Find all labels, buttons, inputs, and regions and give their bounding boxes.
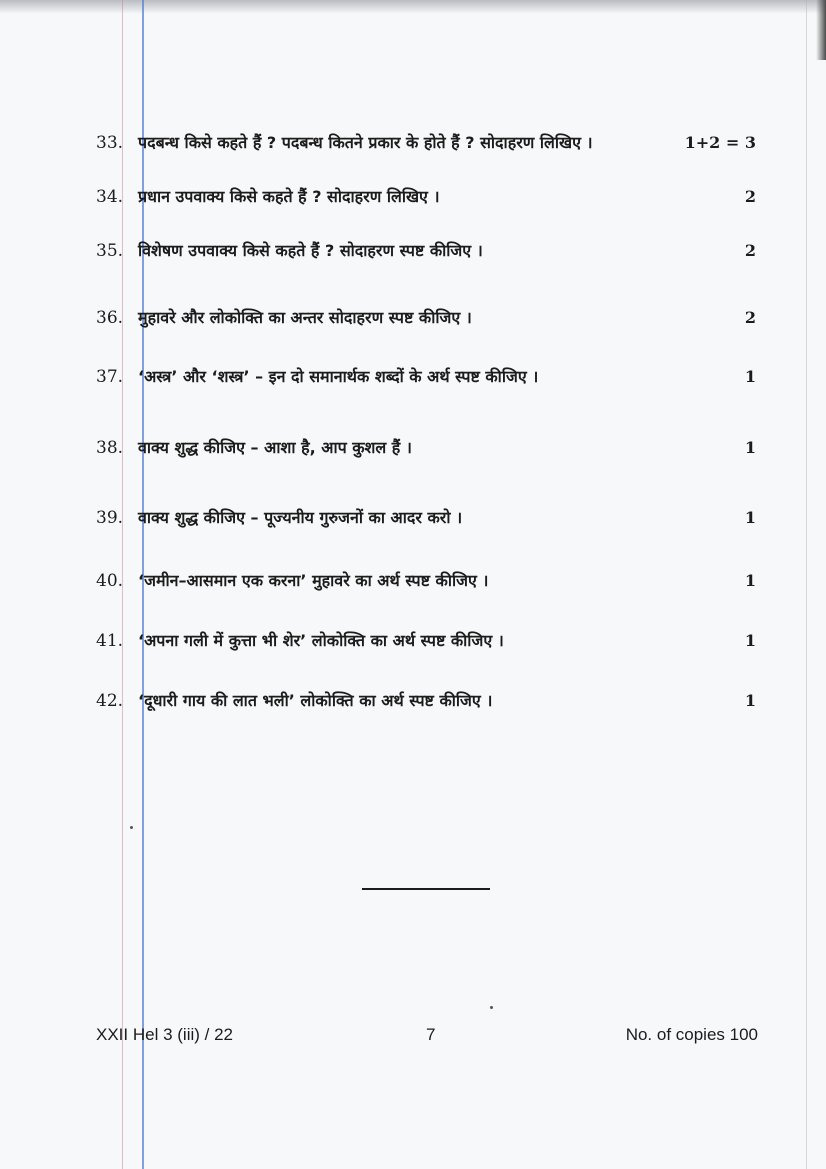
question-marks: 1 bbox=[744, 508, 756, 527]
question-marks: 1 bbox=[744, 367, 756, 386]
question-number: 39. bbox=[96, 508, 124, 528]
question-35 bbox=[0, 236, 826, 266]
question-number: 42. bbox=[96, 691, 124, 711]
question-marks: 2 bbox=[744, 308, 756, 327]
scan-speck bbox=[490, 1006, 493, 1009]
question-text: ‘दूधारी गाय की लात भली’ लोकोक्ति का अर्थ स्पष्ट कीजिए । bbox=[138, 691, 493, 710]
question-text: ‘जमीन–आसमान एक करना’ मुहावरे का अर्थ स्पष्ट कीजिए । bbox=[138, 571, 489, 590]
scan-edge-corner bbox=[816, 0, 826, 60]
question-41 bbox=[0, 626, 826, 656]
question-text: मुहावरे और लोकोक्ति का अन्तर सोदाहरण स्पष्ट कीजिए । bbox=[138, 308, 472, 327]
question-text: पदबन्ध किसे कहते हैं ? पदबन्ध कितने प्रकार के होते हैं ? सोदाहरण लिखिए । bbox=[138, 133, 593, 152]
question-marks: 1 bbox=[744, 438, 756, 457]
question-marks: 1 bbox=[744, 691, 756, 710]
question-text: ‘अस्त्र’ और ‘शस्त्र’ – इन दो समानार्थक शब्दों के अर्थ स्पष्ट कीजिए । bbox=[138, 367, 539, 386]
question-number: 35. bbox=[96, 241, 124, 261]
scan-speck bbox=[130, 826, 133, 829]
question-number: 37. bbox=[96, 367, 124, 387]
question-39 bbox=[0, 503, 826, 533]
question-number: 33. bbox=[96, 133, 124, 153]
question-marks: 1 bbox=[744, 631, 756, 650]
question-marks: 2 bbox=[744, 241, 756, 260]
question-text: वाक्य शुद्ध कीजिए – आशा है, आप कुशल हैं । bbox=[138, 438, 412, 457]
question-marks: 2 bbox=[744, 187, 756, 206]
question-38 bbox=[0, 433, 826, 463]
question-number: 38. bbox=[96, 438, 124, 458]
question-text: प्रधान उपवाक्य किसे कहते हैं ? सोदाहरण लिखिए । bbox=[138, 187, 440, 206]
question-marks: 1+2 = 3 bbox=[684, 133, 756, 152]
question-text: वाक्य शुद्ध कीजिए – पूज्यनीय गुरुजनों का आदर करो । bbox=[138, 508, 463, 527]
question-33 bbox=[0, 128, 826, 158]
question-36 bbox=[0, 303, 826, 333]
question-42 bbox=[0, 686, 826, 716]
scan-edge-top bbox=[0, 0, 826, 14]
question-number: 41. bbox=[96, 631, 124, 651]
end-of-paper-rule bbox=[362, 888, 490, 890]
question-text: विशेषण उपवाक्य किसे कहते हैं ? सोदाहरण स्पष्ट कीजिए । bbox=[138, 241, 483, 260]
question-37 bbox=[0, 362, 826, 392]
question-34 bbox=[0, 182, 826, 212]
copies-count: No. of copies 100 bbox=[625, 1025, 758, 1044]
question-marks: 1 bbox=[744, 571, 756, 590]
question-number: 34. bbox=[96, 187, 124, 207]
page-number: 7 bbox=[426, 1025, 436, 1044]
question-text: ‘अपना गली में कुत्ता भी शेर’ लोकोक्ति का अर्थ स्पष्ट कीजिए । bbox=[138, 631, 504, 650]
paper-code: XXII Hel 3 (iii) / 22 bbox=[96, 1025, 233, 1044]
question-number: 40. bbox=[96, 571, 124, 591]
question-number: 36. bbox=[96, 308, 124, 328]
question-40 bbox=[0, 566, 826, 596]
